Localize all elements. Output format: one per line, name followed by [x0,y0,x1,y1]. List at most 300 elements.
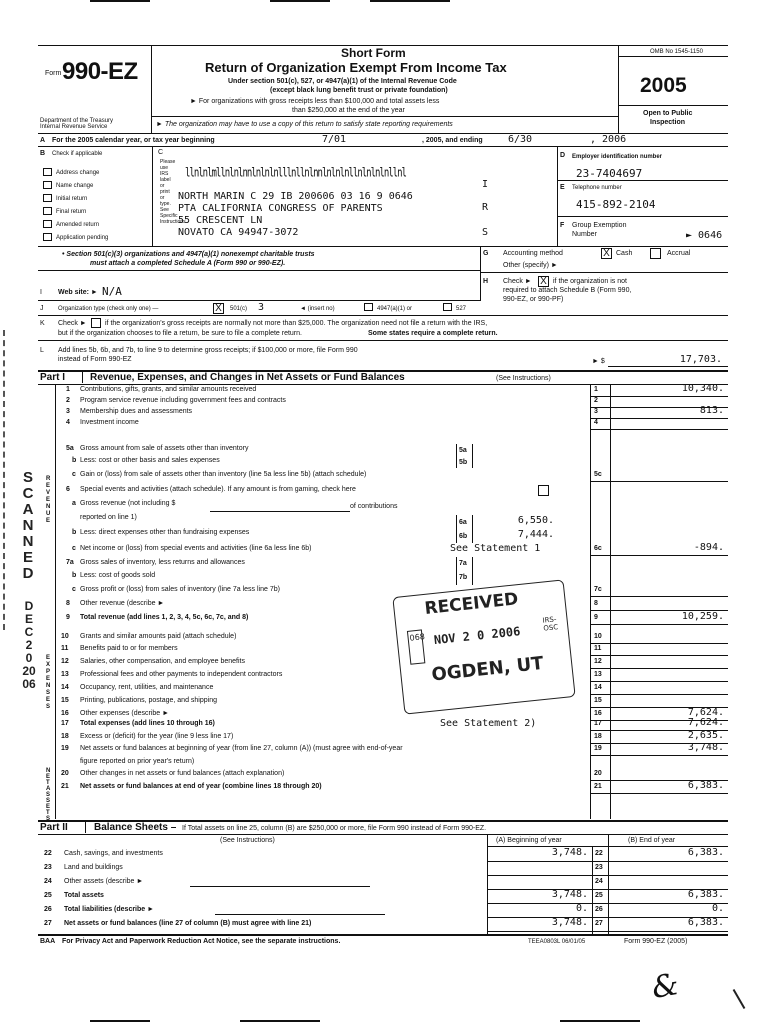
line-description: Net assets or fund balances at end of year (combine lines 18 through 20) [80,783,322,790]
tax-year-begin[interactable]: 7/01 [322,134,347,145]
balance-end-26[interactable]: 0. [711,903,724,914]
amended-return-checkbox[interactable] [43,220,52,228]
line-number: 10 [61,633,69,640]
balance-line-description: Other assets (describe ► [64,878,144,885]
4947-checkbox[interactable] [364,303,373,311]
line-number: 5a [66,445,74,452]
group-exemption-number[interactable]: ► 0646 [686,230,723,241]
line-ref-6c: 6c [594,545,602,552]
line-k-text: if the organization's gross receipts are normally not more than $25,000. The organization need not file a return with the IRS, [105,320,488,327]
line-number: 12 [61,658,69,665]
received-stamp [392,579,575,714]
line-rule [590,668,728,669]
initial-return-checkbox[interactable] [43,194,52,202]
accrual-checkbox[interactable] [650,248,661,259]
ref-6b: 6b [459,533,468,540]
col-a-left [487,834,488,934]
line-rule [590,681,728,682]
balance-end-22[interactable]: 6,383. [687,847,724,858]
margin-i: I [482,179,489,190]
line-k-rule [38,340,728,341]
box-h-text-2: if the organization is not [553,278,627,285]
part-2-label-divider [85,821,86,833]
line-rule [590,396,728,397]
line-ref-18: 18 [594,733,602,740]
line-rule [590,624,728,625]
line-l-label: L [40,347,44,354]
line-description: Special events and activities (attach schedule). If any amount is from gaming, check here [80,486,356,493]
box-d-label: D [560,152,566,159]
b-c-divider [152,146,153,246]
line-number: 4 [66,419,70,426]
line-description: Less: direct expenses other than fundraising expenses [80,529,250,536]
org-city-line[interactable]: NOVATO CA 94947-3072 [178,227,299,238]
footer-baa: BAA [40,938,56,945]
schedule-b-checkbox[interactable]: X [538,276,549,287]
line-description: Benefits paid to or for members [80,645,178,652]
under-section: Under section 501(c), 527, or 4947(a)(1) of the Internal Revenue Code [228,78,457,85]
line-value-6c[interactable]: -894. [693,542,724,553]
line-description: Total revenue (add lines 1, 2, 3, 4, 5c, 6c, 7c, and 8) [80,614,249,621]
balance-ref-25: 25 [595,892,603,899]
line-6a-blank [210,511,350,512]
sub-col-7-mid [472,557,473,585]
balance-row-rule [487,875,728,876]
line-number: 21 [61,783,69,790]
line-description: Net assets or fund balances at beginning of year (from line 27, column (A)) (must agree with end-of-year [80,745,403,752]
501c-label: 501(c) [230,306,248,312]
line-k-text-2: but if the organization chooses to file a return, be sure to file a complete return. [58,330,302,337]
line-number: 6 [66,486,70,493]
balance-line-description: Total liabilities (describe ► [64,906,155,913]
line-a-label: A [40,137,46,144]
501c-number[interactable]: 3 [258,302,265,313]
ref-5a: 5a [459,447,467,454]
open-public-2: Inspection [650,119,686,126]
scan-artifact [370,0,450,2]
line-ref-21: 21 [594,783,602,790]
part-2-note: If Total assets on line 25, column (B) are $250,000 or more, file Form 990 instead of Form 990-EZ. [182,825,487,832]
sub-col-6-mid [472,515,473,543]
box-h-text-4: 990-EZ, or 990-PF) [503,296,564,303]
line-a-mid: , 2005, and ending [422,137,483,144]
name-change-label: Name change [56,183,94,189]
employer-id-number[interactable]: 23-7404697 [576,167,643,180]
line-description: Other expenses (describe ► [80,710,170,717]
line-l-value-rule [608,366,728,367]
application-pending-label: Application pending [56,235,109,241]
final-return-label: Final return [56,209,87,215]
line-value-17[interactable]: 7,624. [687,717,724,728]
line-k-check: Check ► [58,320,87,327]
ref-column-right [610,384,611,819]
balance-ref-27: 27 [595,920,603,927]
received-stamp-title: RECEIVED [423,589,520,619]
org-name-line-2[interactable]: PTA CALIFORNIA CONGRESS OF PARENTS [178,203,383,214]
line-description: Salaries, other compensation, and employee benefits [80,658,245,665]
tax-year-end[interactable]: 6/30 [508,134,533,145]
side-label-revenue: REVENUE [46,476,51,524]
balance-begin-22[interactable]: 3,748. [551,847,588,858]
scanned-stamp: SCANNED [22,469,34,582]
line-description: Gross amount from sale of assets other than inventory [80,445,249,452]
header-inner-rule [151,116,618,117]
balance-row-rule [487,861,728,862]
col-b-header: (B) End of year [628,837,676,844]
line-ref-17: 17 [594,720,602,727]
telephone-number[interactable]: 415-892-2104 [576,198,656,211]
line-number: 11 [61,645,69,652]
footer-notice: For Privacy Act and Paperwork Reduction Act Notice, see the separate instructions. [62,938,341,945]
header-divider-left [151,45,152,133]
box-d-rule [557,180,728,181]
box-e-title: Telephone number [572,185,622,191]
line-rule [590,793,728,794]
section-b-bottom-rule [38,246,728,247]
balance-line-number: 26 [44,906,52,913]
line-number: b [72,457,77,464]
line-description: Other revenue (describe ► [80,600,165,607]
omb-rule [618,56,728,57]
check-if-applicable: Check if applicable [52,151,103,157]
footer-form: Form 990-EZ (2005) [624,938,688,945]
dept-irs: Internal Revenue Service [40,124,108,130]
balance-begin-27[interactable]: 3,748. [551,917,588,928]
part-1-see: (See Instructions) [496,375,551,382]
line-description: figure reported on prior year's return) [80,758,195,765]
line-description: Excess or (deficit) for the year (line 9 less line 17) [80,733,234,740]
balance-end-25[interactable]: 6,383. [687,889,724,900]
box-h-label: H [483,278,489,285]
line-ref-12: 12 [594,658,602,665]
box-g-rule [480,272,728,273]
name-change-checkbox[interactable] [43,181,52,189]
ref-6a: 6a [459,519,467,526]
line-i-rule [38,300,480,301]
part-2-label: Part II [40,822,68,833]
sub-col-6-left [456,515,457,543]
describe-blank[interactable] [190,886,370,887]
side-label-expenses: EXPENSES [46,655,51,710]
line-number: 14 [61,684,69,691]
box-f-number-label: Number [572,231,597,238]
sub-col-7-left [456,557,457,585]
line-number: a [72,500,76,507]
line-description: Investment income [80,419,139,426]
part-1-title: Revenue, Expenses, and Changes in Net Assets or Fund Balances [90,372,405,383]
line-ref-5c: 5c [594,471,602,478]
line-ref-20: 20 [594,770,602,777]
balance-ref-24: 24 [595,878,603,885]
tax-year-end-year: , 2006 [590,134,627,145]
line-ref-3: 3 [594,408,598,415]
line-ref-14: 14 [594,684,602,691]
box-h-check-text: Check ► [503,278,532,285]
balance-line-description: Net assets or fund balances (line 27 of column (B) must agree with line 21) [64,920,312,927]
gross-receipts-value[interactable]: 17,703. [679,354,722,365]
line-value-19[interactable]: 3,748. [687,742,724,753]
line-number: c [72,545,76,552]
accounting-method-label: Accounting method [503,250,563,257]
line-description: Gain or (loss) from sale of assets other than inventory (line 5a less line 5b) (attach schedule) [80,471,367,478]
line-ref-8: 8 [594,600,598,607]
sub-col-5-mid [472,444,473,468]
line-value-1[interactable]: 10,340. [681,383,724,394]
received-stamp-location: OGDEN, UT [430,652,545,686]
scan-artifact-bottom [240,1020,320,1022]
balance-line-number: 25 [44,892,52,899]
line-rule [590,429,728,430]
balance-begin-26[interactable]: 0. [575,903,588,914]
line-ref-4: 4 [594,419,598,426]
ref-5b: 5b [459,459,468,466]
balance-end-27[interactable]: 6,383. [687,917,724,928]
balance-line-description: Total assets [64,892,104,899]
line-k-label: K [40,320,45,327]
4947-label: 4947(a)(1) or [377,306,413,312]
line-description: Printing, publications, postage, and shipping [80,697,217,704]
line-ref-13: 13 [594,671,602,678]
for-orgs: ► For organizations with gross receipts less than $100,000 and total assets less [190,98,440,105]
line-rule [590,755,728,756]
line-j-rule [38,315,728,316]
box-f-title: Group Exemption [572,222,627,229]
part-2-title: Balance Sheets – [94,822,177,833]
line-l-text-2: instead of Form 990-EZ [58,356,132,363]
line-number: 20 [61,770,69,777]
box-e-label: E [560,184,565,191]
col-b-left [608,834,609,934]
part-2-see: (See Instructions) [220,837,275,844]
line-rule [590,418,728,419]
footer-code: TEEA0803L 06/01/05 [528,939,586,945]
scan-artifact [270,0,330,2]
sub-col-5-left [456,444,457,468]
line-ref-2: 2 [594,397,598,404]
col-a-header: (A) Beginning of year [496,837,562,844]
website-label: Web site: ► [58,289,98,296]
side-column-divider [55,384,56,819]
line-description: Less: cost of goods sold [80,572,156,579]
balance-line-description: Land and buildings [64,864,123,871]
stamp-right-code: IRS-OSC [542,615,559,633]
line-description: Membership dues and assessments [80,408,193,415]
line-number: 2 [66,397,70,404]
form-number: 990-EZ [62,58,138,85]
line-number: 8 [66,600,70,607]
address-change-label: Address change [56,170,100,176]
line-value-18[interactable]: 2,635. [687,730,724,741]
line-number: b [72,572,77,579]
amended-return-label: Amended return [56,222,100,228]
received-stamp-date: NOV 2 0 2006 [433,624,521,648]
d-e-f-divider [557,146,558,246]
scanned-stamp-date: DEC 2 0 2006 [22,599,36,691]
line-value-16[interactable]: 7,624. [687,707,724,718]
org-address-line[interactable]: 55 CRESCENT LN [178,215,263,226]
line-ref-19: 19 [594,745,602,752]
line-rule [590,555,728,556]
line-value-21[interactable]: 6,383. [687,780,724,791]
line-j-label: J [40,305,44,312]
line-rule [590,596,728,597]
gaming-checkbox[interactable] [538,485,549,496]
line-ref-1: 1 [594,386,598,393]
part-2-bottom-rule [38,934,728,936]
line-description: Net income or (loss) from special events and activities (line 6a less line 6b) [80,545,312,552]
form-prefix: Form [45,70,62,77]
line-value-9[interactable]: 10,259. [681,611,724,622]
website-value[interactable]: N/A [102,285,122,298]
line-number: 7a [66,559,74,566]
balance-row-rule [487,931,728,932]
line-description: Gross profit or (loss) from sales of inventory (line 7a less line 7b) [80,586,280,593]
527-label: 527 [456,306,467,312]
handwritten-stroke [733,989,746,1009]
balance-ref-23: 23 [595,864,603,871]
application-pending-checkbox[interactable] [43,233,52,241]
note-bottom-rule [38,270,480,271]
g-h-divider [480,246,481,301]
line-description: Gross sales of inventory, less returns and allowances [80,559,245,566]
see-statement-2[interactable]: See Statement 2) [440,718,537,729]
scan-artifact-bottom [90,1020,150,1022]
line-k-text-3: Some states require a complete return. [368,330,498,337]
final-return-checkbox[interactable] [43,207,52,215]
header-divider-right [618,45,619,133]
line-b-label: B [40,150,46,157]
scan-artifact-bottom [560,1020,640,1022]
for-orgs-2: than $250,000 at the end of the year [292,107,405,114]
box-d-title: Employer identification number [572,154,663,160]
scan-artifact [90,0,150,2]
line-description: Other changes in net assets or fund balances (attach explanation) [80,770,285,777]
line-l-text-1: Add lines 5b, 6b, and 7b, to line 9 to determine gross receipts; if $100,000 or more, file Form 990 [58,347,358,354]
ref-7a: 7a [459,560,467,567]
dept-treasury: Department of the Treasury [40,118,114,124]
line-i-label: I [40,289,42,296]
line-description: Less: cost or other basis and sales expenses [80,457,220,464]
year-rule [618,105,728,106]
balance-line-number: 23 [44,864,52,871]
org-type-label: Organization type (check only one) — [58,306,159,312]
line-number: c [72,586,76,593]
cash-label: Cash [616,250,633,257]
line-rule [590,655,728,656]
line-rule [590,481,728,482]
part-2-header-rule [38,834,728,835]
line-ref-9: 9 [594,614,598,621]
line-number: b [72,529,77,536]
line-number: 17 [61,720,69,727]
line-rule [590,643,728,644]
line-number: c [72,471,76,478]
value-6b[interactable]: 7,444. [517,529,554,540]
line-value-3[interactable]: 813. [699,405,724,416]
line-a-text: For the 2005 calendar year, or tax year beginning [52,137,215,144]
side-label-net-assets: NET ASSETS [46,768,51,822]
line-number: 19 [61,745,69,752]
box-e-rule [557,216,728,217]
line-number: 3 [66,408,70,415]
initial-return-label: Initial return [56,196,88,202]
ref-column-left [590,384,591,819]
margin-s: S [482,227,489,238]
line-description: Program service revenue including government fees and contracts [80,397,286,404]
balance-ref-22: 22 [595,850,603,857]
insert-no: ◄ (insert no) [300,306,335,312]
accrual-label: Accrual [667,250,691,257]
line-number: 15 [61,697,69,704]
balance-line-number: 24 [44,878,52,885]
balance-begin-25[interactable]: 3,748. [551,889,588,900]
line-description: Occupancy, rent, utilities, and maintenance [80,684,214,691]
box-h-text-3: required to attach Schedule B (Form 990, [503,287,632,294]
stamp-left-number: 068 [409,632,426,643]
balance-ref-26: 26 [595,906,603,913]
line-description: Contributions, gifts, grants, and similar amounts received [80,386,257,393]
balance-line-description: Cash, savings, and investments [64,850,163,857]
except-note: (except black lung benefit trust or private foundation) [270,87,448,94]
line-number: 18 [61,733,69,740]
527-checkbox[interactable] [443,303,452,311]
501c-checkbox[interactable]: X [213,303,224,314]
other-specify-label: Other (specify) ► [503,262,558,269]
section-501c3-note-2: must attach a completed Schedule A (Form 990 or 990-EZ). [90,260,286,267]
address-change-checkbox[interactable] [43,168,52,176]
org-name-line-1[interactable]: NORTH MARIN C 29 IB 200606 03 16 9 0646 [178,191,413,202]
section-501c3-note-1: • Section 501(c)(3) organizations and 4947(a)(1) nonexempt charitable trusts [62,251,315,258]
line-description: Grants and similar amounts paid (attach schedule) [80,633,237,640]
cash-checkbox[interactable]: X [601,248,612,259]
omb-number: OMB No 1545-1150 [650,49,703,55]
line-number: 9 [66,614,70,621]
describe-blank[interactable] [215,914,385,915]
handwritten-mark: & [649,966,682,1007]
line-description: Total expenses (add lines 10 through 16) [80,720,215,727]
line-ref-10: 10 [594,633,602,640]
box-g-label: G [483,250,489,257]
line-ref-16: 16 [594,710,602,717]
see-statement-1[interactable]: See Statement 1 [450,543,541,554]
line-ref-11: 11 [594,645,602,652]
line-ref-15: 15 [594,697,602,704]
line-c-label: C [158,149,164,156]
line-rule [590,694,728,695]
line-description: Professional fees and other payments to independent contractors [80,671,283,678]
balance-line-number: 27 [44,920,52,927]
part-1-label: Part I [40,372,66,383]
short-form-label: Short Form [341,46,406,60]
line-k-checkbox[interactable] [91,318,101,328]
line-l-arrow: ► $ [592,358,605,365]
ref-7b: 7b [459,574,468,581]
form-title: Return of Organization Exempt From Income Tax [205,60,507,75]
of-contributions: of contributions [350,503,398,510]
tax-year: 2005 [640,74,687,97]
line-ref-7c: 7c [594,586,602,593]
line-number: 16 [61,710,69,717]
line-number: 13 [61,671,69,678]
may-have-note: ► The organization may have to use a copy of this return to satisfy state reporting requirements [156,121,453,128]
line-number: 1 [66,386,70,393]
balance-line-number: 22 [44,850,52,857]
scan-edge-marks [3,330,7,630]
part-1-label-divider [82,371,83,383]
value-6a[interactable]: 6,550. [517,515,554,526]
open-public-1: Open to Public [643,110,693,117]
box-f-label: F [560,222,565,229]
